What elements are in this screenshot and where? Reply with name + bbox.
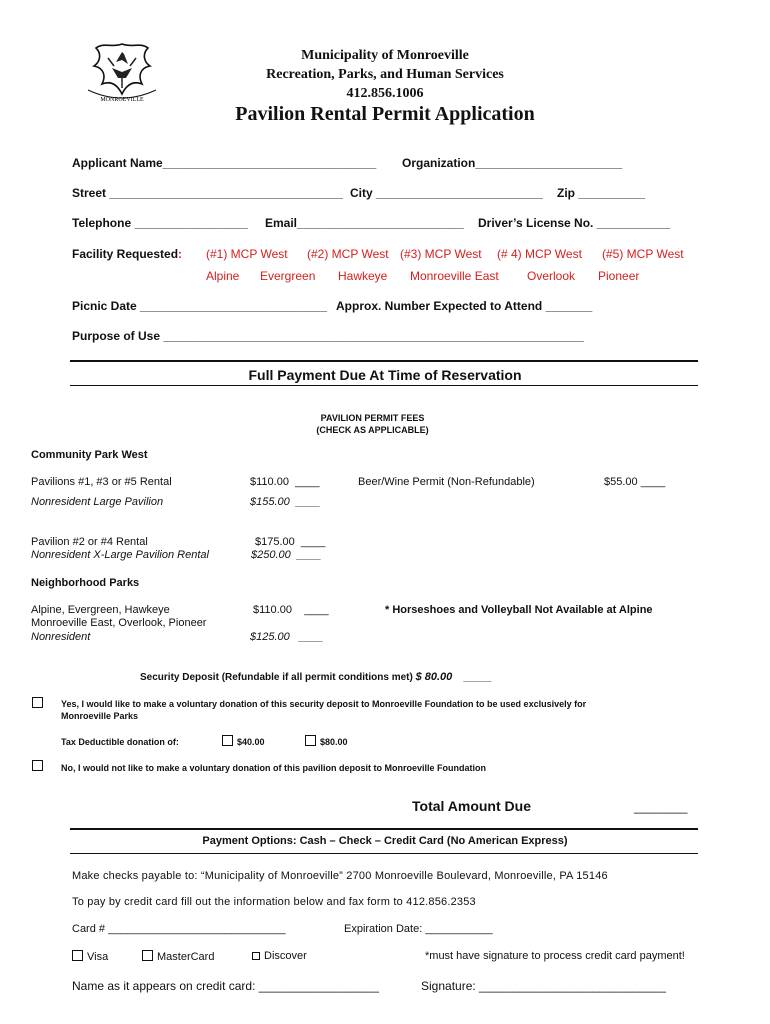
facility-option-monroeville-east[interactable]: Monroeville East	[410, 269, 499, 283]
tax-deductible-label: Tax Deductible donation of:	[61, 737, 179, 747]
donation-80-option[interactable]: $80.00	[305, 735, 348, 747]
donate-yes-row[interactable]	[32, 697, 47, 709]
donate-yes-text-1: Yes, I would like to make a voluntary donation of this security deposit to Monroeville Foundation to be used exclusively for	[61, 699, 587, 709]
donation-40-option[interactable]: $40.00	[222, 735, 265, 747]
attendance-field[interactable]: Approx. Number Expected to Attend _______	[336, 299, 593, 313]
page-title: Pavilion Rental Permit Application	[235, 103, 535, 125]
name-on-card-field[interactable]: Name as it appears on credit card: __________________	[72, 979, 379, 993]
signature-requirement-note: *must have signature to process credit card payment!	[425, 950, 685, 962]
logo-text: MONROEVILLE	[100, 97, 144, 103]
payment-divider-top	[70, 828, 698, 830]
discover-checkbox[interactable]	[252, 952, 260, 960]
neighborhood-parks-list-2: Monroeville East, Overlook, Pioneer	[31, 617, 207, 629]
donation-80-checkbox[interactable]	[305, 735, 316, 746]
mastercard-checkbox[interactable]	[142, 950, 153, 961]
checks-payable-text: Make checks payable to: “Municipality of Monroeville” 2700 Monroeville Boulevard, Monroeville, PA 15146	[72, 870, 608, 882]
neighborhood-price[interactable]: $110.00 ____	[253, 604, 329, 616]
pavilion-24-label: Pavilion #2 or #4 Rental	[31, 536, 148, 548]
facility-option-hawkeye[interactable]: Hawkeye	[338, 269, 388, 283]
purpose-field[interactable]: Purpose of Use _______________________________________________________________	[72, 329, 584, 343]
expiration-date-field[interactable]: Expiration Date: ___________	[344, 923, 493, 935]
facility-option-1[interactable]: (#1) MCP West	[206, 247, 288, 261]
section-divider-lower	[70, 385, 698, 386]
facility-option-5[interactable]: (#5) MCP West	[602, 247, 684, 261]
neighborhood-nonresident-label: Nonresident	[31, 631, 91, 643]
total-amount-label: Total Amount Due	[412, 798, 531, 814]
facility-option-pioneer[interactable]: Pioneer	[598, 269, 640, 283]
beer-wine-label: Beer/Wine Permit (Non-Refundable)	[358, 476, 535, 488]
fees-title: PAVILION PERMIT FEES	[320, 413, 425, 423]
facility-option-4[interactable]: (# 4) MCP West	[497, 247, 582, 261]
facility-option-3[interactable]: (#3) MCP West	[400, 247, 482, 261]
municipality-name: Municipality of Monroeville	[301, 48, 469, 63]
payment-options-heading: Payment Options: Cash – Check – Credit Card (No American Express)	[202, 835, 568, 847]
donate-no-checkbox[interactable]	[32, 760, 43, 771]
mastercard-option[interactable]: MasterCard	[142, 950, 214, 963]
pavilion-135-price[interactable]: $110.00 ____	[250, 476, 320, 488]
fax-instructions: To pay by credit card fill out the information below and fax form to 412.856.2353	[72, 896, 476, 908]
applicant-name-field[interactable]: Applicant Name________________________________	[72, 156, 377, 170]
community-park-west-heading: Community Park West	[31, 449, 148, 461]
full-payment-heading: Full Payment Due At Time of Reservation	[248, 367, 522, 383]
donate-yes-checkbox[interactable]	[32, 697, 43, 708]
nonresident-xlarge-label: Nonresident X-Large Pavilion Rental	[31, 549, 209, 561]
facility-option-evergreen[interactable]: Evergreen	[260, 269, 316, 283]
visa-option[interactable]: Visa	[72, 950, 108, 963]
signature-field[interactable]: Signature: ____________________________	[421, 979, 666, 993]
neighborhood-parks-heading: Neighborhood Parks	[31, 577, 140, 589]
city-field[interactable]: City _________________________	[350, 186, 543, 200]
visa-checkbox[interactable]	[72, 950, 83, 961]
drivers-license-field[interactable]: Driver’s License No. ___________	[478, 216, 671, 230]
picnic-date-field[interactable]: Picnic Date ____________________________	[72, 299, 327, 313]
zip-field[interactable]: Zip __________	[557, 186, 646, 200]
payment-divider-bottom	[70, 853, 698, 854]
card-number-field[interactable]: Card # _____________________________	[72, 923, 286, 935]
donate-yes-text-2: Monroeville Parks	[61, 711, 139, 721]
section-divider	[70, 360, 698, 362]
facility-requested-label: Facility Requested:	[72, 247, 183, 261]
email-field[interactable]: Email_________________________	[265, 216, 464, 230]
security-deposit-label: Security Deposit (Refundable if all permit conditions met) $ 80.00 _____	[140, 671, 492, 683]
nonresident-xlarge-price[interactable]: $250.00 ____	[251, 549, 322, 561]
total-amount-field[interactable]: ________	[634, 800, 688, 814]
discover-option[interactable]: Discover	[252, 950, 307, 962]
neighborhood-nonresident-price[interactable]: $125.00 ____	[250, 631, 324, 643]
pavilion-24-price[interactable]: $175.00 ____	[255, 536, 326, 548]
organization-field[interactable]: Organization______________________	[402, 156, 623, 170]
department-phone: 412.856.1006	[346, 86, 424, 101]
neighborhood-parks-list-1: Alpine, Evergreen, Hawkeye	[31, 604, 170, 616]
pavilion-135-label: Pavilions #1, #3 or #5 Rental	[31, 476, 172, 488]
facility-option-alpine[interactable]: Alpine	[206, 269, 240, 283]
street-field[interactable]: Street ___________________________________	[72, 186, 343, 200]
telephone-field[interactable]: Telephone _________________	[72, 216, 248, 230]
fees-subtitle: (CHECK AS APPLICABLE)	[316, 425, 429, 435]
donate-no-row[interactable]	[32, 760, 47, 772]
nonresident-large-price[interactable]: $155.00 ____	[250, 496, 321, 508]
beer-wine-price[interactable]: $55.00 ____	[604, 476, 666, 488]
facility-option-overlook[interactable]: Overlook	[527, 269, 576, 283]
facility-option-2[interactable]: (#2) MCP West	[307, 247, 389, 261]
horseshoe-note: * Horseshoes and Volleyball Not Available at Alpine	[385, 604, 653, 616]
donation-40-checkbox[interactable]	[222, 735, 233, 746]
donate-no-text: No, I would not like to make a voluntary donation of this pavilion deposit to Monroeville Foundation	[61, 763, 487, 773]
nonresident-large-label: Nonresident Large Pavilion	[31, 496, 164, 508]
department-name: Recreation, Parks, and Human Services	[266, 67, 504, 82]
